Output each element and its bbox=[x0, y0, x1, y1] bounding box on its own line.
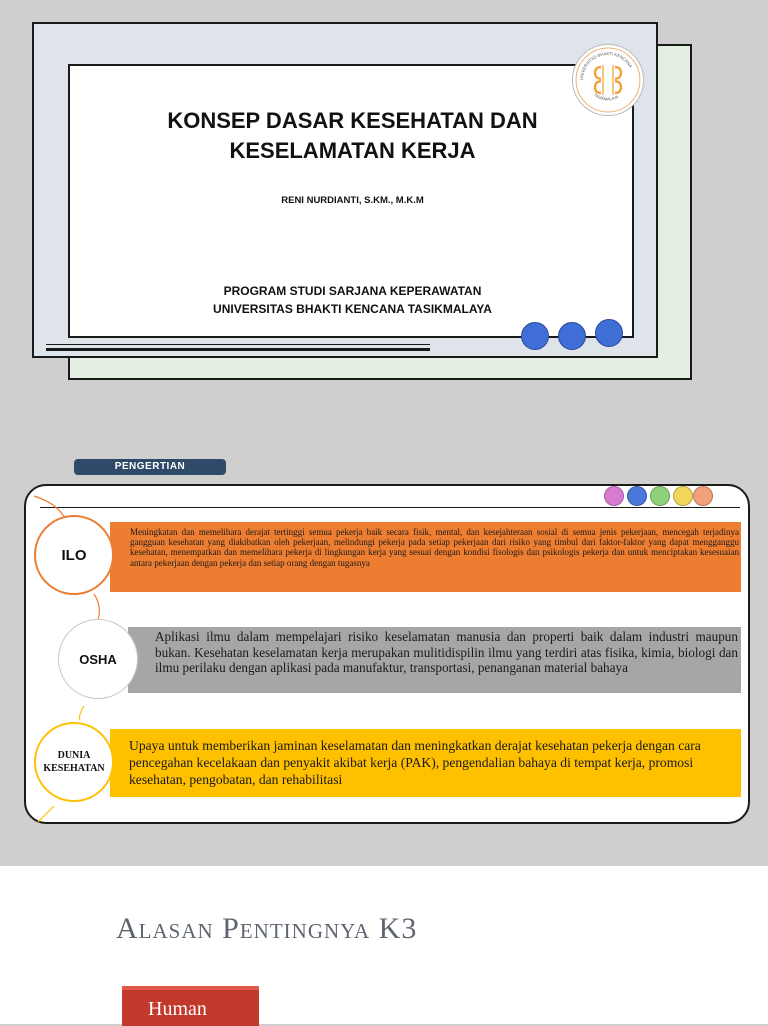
divider bbox=[46, 344, 430, 345]
decor-dot-yellow bbox=[673, 486, 693, 506]
label-dunia-kesehatan: DUNIA KESEHATAN bbox=[43, 750, 105, 774]
decor-dot-green bbox=[650, 486, 670, 506]
decor-dot-blue bbox=[627, 486, 647, 506]
svg-text:UNIVERSITAS BHAKTI KENCANA: UNIVERSITAS BHAKTI KENCANA bbox=[578, 51, 634, 81]
label-ilo: ILO bbox=[61, 546, 87, 564]
label-circle-osha bbox=[58, 619, 138, 699]
title-slide bbox=[0, 0, 768, 420]
card-top-line bbox=[40, 507, 740, 508]
definition-text-dunia-kesehatan: Upaya untuk memberikan jaminan keselamatan dan meningkatkan derajat kesehatan pekerja dengan cara pencegahan kecelakaan dan penyakit akibat kerja (PAK), pengendalian bahaya di tempat kerja, promosi kesehatan, pengobatan, dan rehabilitasi bbox=[129, 738, 701, 787]
slide-title-text: Alasan Pentingnya K3 bbox=[116, 912, 418, 945]
svg-text:TASIKMALAYA: TASIKMALAYA bbox=[593, 91, 620, 102]
program-line-1: PROGRAM STUDI SARJANA KEPERAWATAN bbox=[223, 284, 482, 298]
definition-band-osha bbox=[128, 627, 741, 693]
label-circle-dunia-kesehatan bbox=[34, 722, 114, 802]
program-info bbox=[100, 282, 605, 318]
slide-title bbox=[100, 106, 605, 166]
definition-band-ilo bbox=[110, 522, 741, 592]
decor-dot-orange bbox=[693, 486, 713, 506]
definition-text-osha: Aplikasi ilmu dalam mempelajari risiko keselamatan manusia dan properti baik dalam industri maupun bukan. Kesehatan keselamatan kerja merupakan mulitidispilin ilmu yang terdiri atas fisika, kimia, biologi dan ilmu perilaku dengan aplikasi pada manufaktur, transportasi, penanganan material bahaya bbox=[155, 629, 738, 675]
label-circle-ilo bbox=[34, 515, 114, 595]
slide-title-alasan bbox=[116, 912, 417, 946]
section-header-pengertian: PENGERTIAN bbox=[74, 459, 226, 475]
decor-dot-pink bbox=[604, 486, 624, 506]
decor-dot bbox=[595, 319, 623, 347]
human-label-box bbox=[122, 986, 259, 1026]
title-line-2: KESELAMATAN KERJA bbox=[229, 138, 476, 163]
author-name: RENI NURDIANTI, S.KM., M.K.M bbox=[281, 195, 424, 206]
decor-dot bbox=[521, 322, 549, 350]
university-logo bbox=[572, 44, 644, 116]
definition-band-dunia-kesehatan bbox=[110, 729, 741, 797]
title-line-1: KONSEP DASAR KESEHATAN DAN bbox=[167, 108, 538, 133]
university-logo-icon bbox=[573, 45, 643, 115]
label-osha: OSHA bbox=[79, 651, 117, 667]
program-line-2: UNIVERSITAS BHAKTI KENCANA TASIKMALAYA bbox=[213, 302, 492, 316]
human-label: Human bbox=[148, 998, 207, 1020]
divider bbox=[46, 348, 430, 351]
definition-text-ilo: Meningkatan dan memelihara derajat tertinggi semua pekerja baik secara fisik, mental, dan kesejahteraan sosial di semua jenis pekerjaan, mencegah terjadinya gangguan kesehatan yang diakibatkan oleh pekerjaan, melindungi pekerja pada setiap pekerjaan dari risiko yang timbul dari faktor-faktor yang dapat mengganggu kesehatan, menempatkan dan memelihara pekerja di lingkungan kerja yang sesuai dengan kondisi fisologis dan psikologis pekerja dan untuk menciptakan kesesuaian antara pekerjaan dengan pekerja dan setiap orang dengan tugasnya bbox=[130, 527, 739, 568]
decor-dot bbox=[558, 322, 586, 350]
